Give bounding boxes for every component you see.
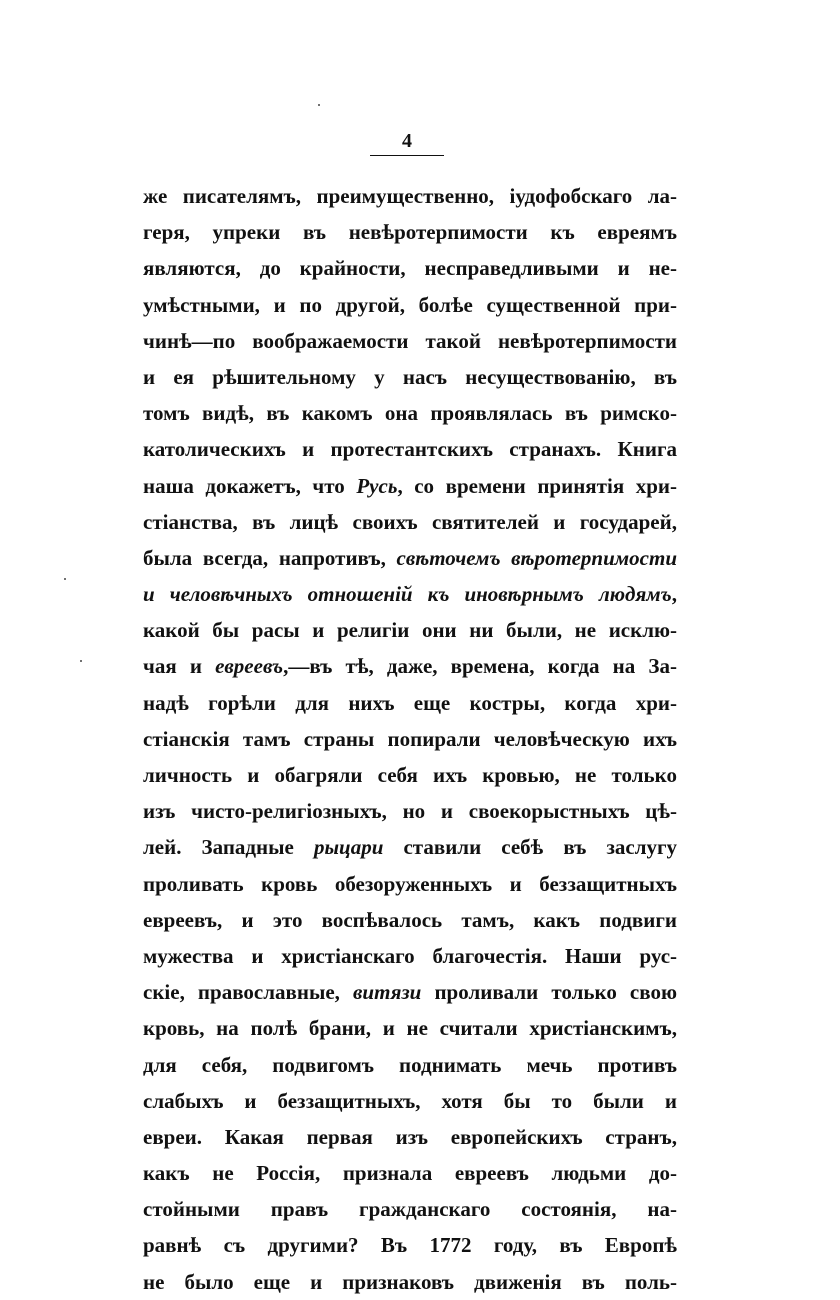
emphasis-text: витязи xyxy=(353,980,422,1005)
text-segment: , xyxy=(671,582,677,607)
text-line xyxy=(143,685,677,721)
text-line xyxy=(143,395,677,431)
text-segment: мужества и христіанскаго благочестія. Наши рус- xyxy=(143,943,678,968)
text-segment: какой бы расы и религіи они ни были, не исклю- xyxy=(143,618,678,643)
text-line xyxy=(143,612,677,648)
text-segment: чинѣ—по воображаемости такой невѣротерпимости xyxy=(143,328,677,353)
text-segment: евреи. Какая первая изъ европейскихъ странъ, xyxy=(143,1124,677,1149)
text-line xyxy=(143,1264,677,1300)
text-line xyxy=(143,250,677,286)
text-segment: личность и обагряли себя ихъ кровью, не только xyxy=(143,763,677,787)
text-segment: кровь, на полѣ брани, и не считали христіанскимъ, xyxy=(143,1016,678,1041)
emphasis-text: и человѣчныхъ отношеній къ иновѣрнымъ людямъ xyxy=(143,582,672,607)
text-line xyxy=(143,1155,677,1191)
text-segment: ставили себѣ въ заслугу xyxy=(383,835,678,860)
text-line xyxy=(143,829,677,865)
text-segment: лей. Западные xyxy=(143,835,314,860)
text-line xyxy=(143,1047,677,1083)
text-segment: томъ видѣ, въ какомъ она проявлялась въ римско- xyxy=(143,401,677,426)
text-segment: умѣстными, и по другой, болѣе существенной при- xyxy=(143,292,677,317)
text-line xyxy=(143,793,677,829)
text-segment: чая и xyxy=(143,654,216,679)
text-segment: равнѣ съ другими? Въ 1772 году, въ Европѣ xyxy=(143,1233,678,1258)
text-line xyxy=(143,576,677,612)
text-line xyxy=(143,1010,677,1046)
text-segment: проливали только свою xyxy=(421,980,677,1005)
emphasis-text: рыцари xyxy=(313,835,384,860)
text-segment: же писателямъ, преимущественно, іудофобскаго ла- xyxy=(143,184,677,208)
text-line xyxy=(143,866,677,902)
print-speck xyxy=(318,104,320,106)
text-segment: стойными правъ гражданскаго состоянія, на- xyxy=(143,1197,677,1222)
print-speck xyxy=(80,660,82,662)
text-segment: была всегда, напротивъ, xyxy=(143,545,397,570)
text-segment: слабыхъ и беззащитныхъ, хотя бы то были и xyxy=(143,1088,677,1113)
text-line xyxy=(143,178,677,214)
emphasis-text: свѣточемъ вѣротерпимости xyxy=(396,545,677,570)
text-line xyxy=(143,214,677,250)
text-segment: надѣ горѣли для нихъ еще костры, когда хри- xyxy=(143,690,677,715)
emphasis-text: евреевъ xyxy=(215,654,284,679)
text-segment: скіе, православные, xyxy=(143,980,354,1005)
text-line xyxy=(143,938,677,974)
text-segment: , со времени принятія хри- xyxy=(397,473,677,498)
body-text xyxy=(143,178,677,1300)
text-segment: проливать кровь обезоруженныхъ и беззащитныхъ xyxy=(143,871,677,896)
text-line xyxy=(143,431,677,467)
text-segment: являются, до крайности, несправедливыми и не- xyxy=(143,256,677,281)
text-segment: евреевъ, и это воспѣвалось тамъ, какъ подвиги xyxy=(143,907,677,932)
text-line xyxy=(143,504,677,540)
text-line xyxy=(143,1227,677,1263)
text-segment: и ея рѣшительному у насъ несуществованію, въ xyxy=(143,364,677,389)
emphasis-text: Русь xyxy=(356,473,398,498)
text-line xyxy=(143,1083,677,1119)
text-segment: для себя, подвигомъ поднимать мечь противъ xyxy=(143,1052,678,1077)
text-segment: не было еще и признаковъ движенія въ поль- xyxy=(143,1269,678,1294)
text-segment: наша докажетъ, что xyxy=(143,473,357,498)
print-speck xyxy=(64,578,66,580)
text-line xyxy=(143,757,677,793)
text-line xyxy=(143,902,677,938)
text-segment: стіанства, въ лицѣ своихъ святителей и государей, xyxy=(143,509,677,534)
text-segment: геря, упреки въ невѣротерпимости къ евреямъ xyxy=(143,220,677,245)
page-number-rule xyxy=(370,155,444,156)
text-segment: ,—въ тѣ, даже, времена, когда на За- xyxy=(283,654,678,679)
text-line xyxy=(143,540,677,576)
text-line xyxy=(143,721,677,757)
text-line xyxy=(143,1191,677,1227)
text-segment: католическихъ и протестантскихъ странахъ. Книга xyxy=(143,437,677,462)
text-segment: стіанскія тамъ страны попирали человѣческую ихъ xyxy=(143,726,678,751)
text-line xyxy=(143,974,677,1010)
text-line xyxy=(143,359,677,395)
text-segment: какъ не Россія, признала евреевъ людьми до- xyxy=(143,1161,678,1186)
text-line xyxy=(143,287,677,323)
text-line xyxy=(143,648,677,684)
page-number: 4 xyxy=(402,130,412,152)
text-line xyxy=(143,468,677,504)
text-segment: изъ чисто-религіозныхъ, но и своекорыстныхъ цѣ- xyxy=(143,799,678,824)
text-line xyxy=(143,323,677,359)
text-line xyxy=(143,1119,677,1155)
